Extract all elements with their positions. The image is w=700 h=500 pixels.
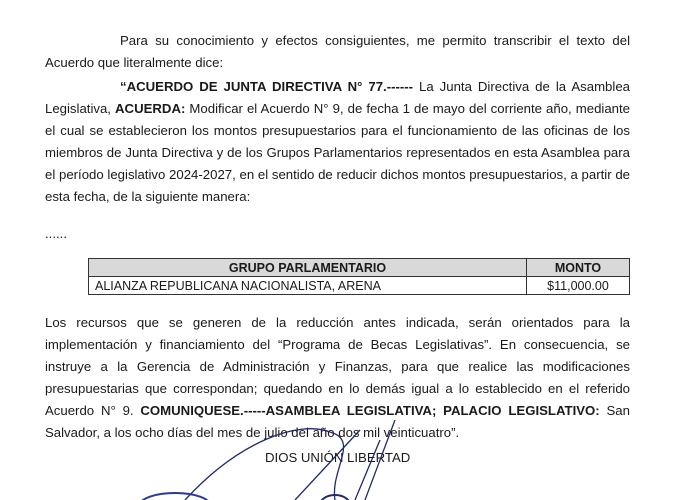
comuniquese-label: COMUNIQUESE.-----ASAMBLEA LEGISLATIVA; PALACIO LEGISLATIVO: <box>140 403 600 418</box>
closing-text: Los recursos que se generen de la reducción antes indicada, serán orientados para la implementación y financiamiento del “Programa de Becas Legislativas”. En consecuencia, se instruye a la Gerencia de Administración y Finanzas, para que realice las modificaciones presupuestarias que correspondan; quedando en lo demás igual a lo establecido en el referido Acuerdo N° 9. <box>45 315 630 418</box>
monto-cell: $11,000.00 <box>527 277 630 295</box>
closing-date: San Salvador, a los ocho días del mes de julio del año dos mil veinticuatro”. <box>45 403 630 440</box>
intro-paragraph: Para su conocimiento y efectos consiguientes, me permito transcribir el texto del Acuerdo que literalmente dice: <box>45 33 630 70</box>
header-grupo: GRUPO PARLAMENTARIO <box>89 259 527 277</box>
header-monto: MONTO <box>527 259 630 277</box>
acuerdo-title: “ACUERDO DE JUNTA DIRECTIVA N° 77.------ <box>120 79 414 94</box>
motto: DIOS UNIÓN LIBERTAD <box>265 450 411 465</box>
ellipsis: ...... <box>45 226 67 241</box>
acuerda-label: ACUERDA: <box>115 101 186 116</box>
acuerdo-text: La Junta Directiva de la Asamblea Legislativa, <box>45 79 630 116</box>
acuerdo-body: Modificar el Acuerdo N° 9, de fecha 1 de mayo del corriente año, mediante el cual se establecieron los montos presupuestarios para el funcionamiento de las oficinas de los miembros de Junta Directiva y de los Grupos Parlamentarios representados en esta Asamblea para el período legislativo 2024-2027, en el sentido de reducir dichos montos presupuestarios, a partir de esta fecha, de la siguiente manera: <box>45 101 630 204</box>
grupo-cell: ALIANZA REPUBLICANA NACIONALISTA, ARENA <box>89 277 527 295</box>
